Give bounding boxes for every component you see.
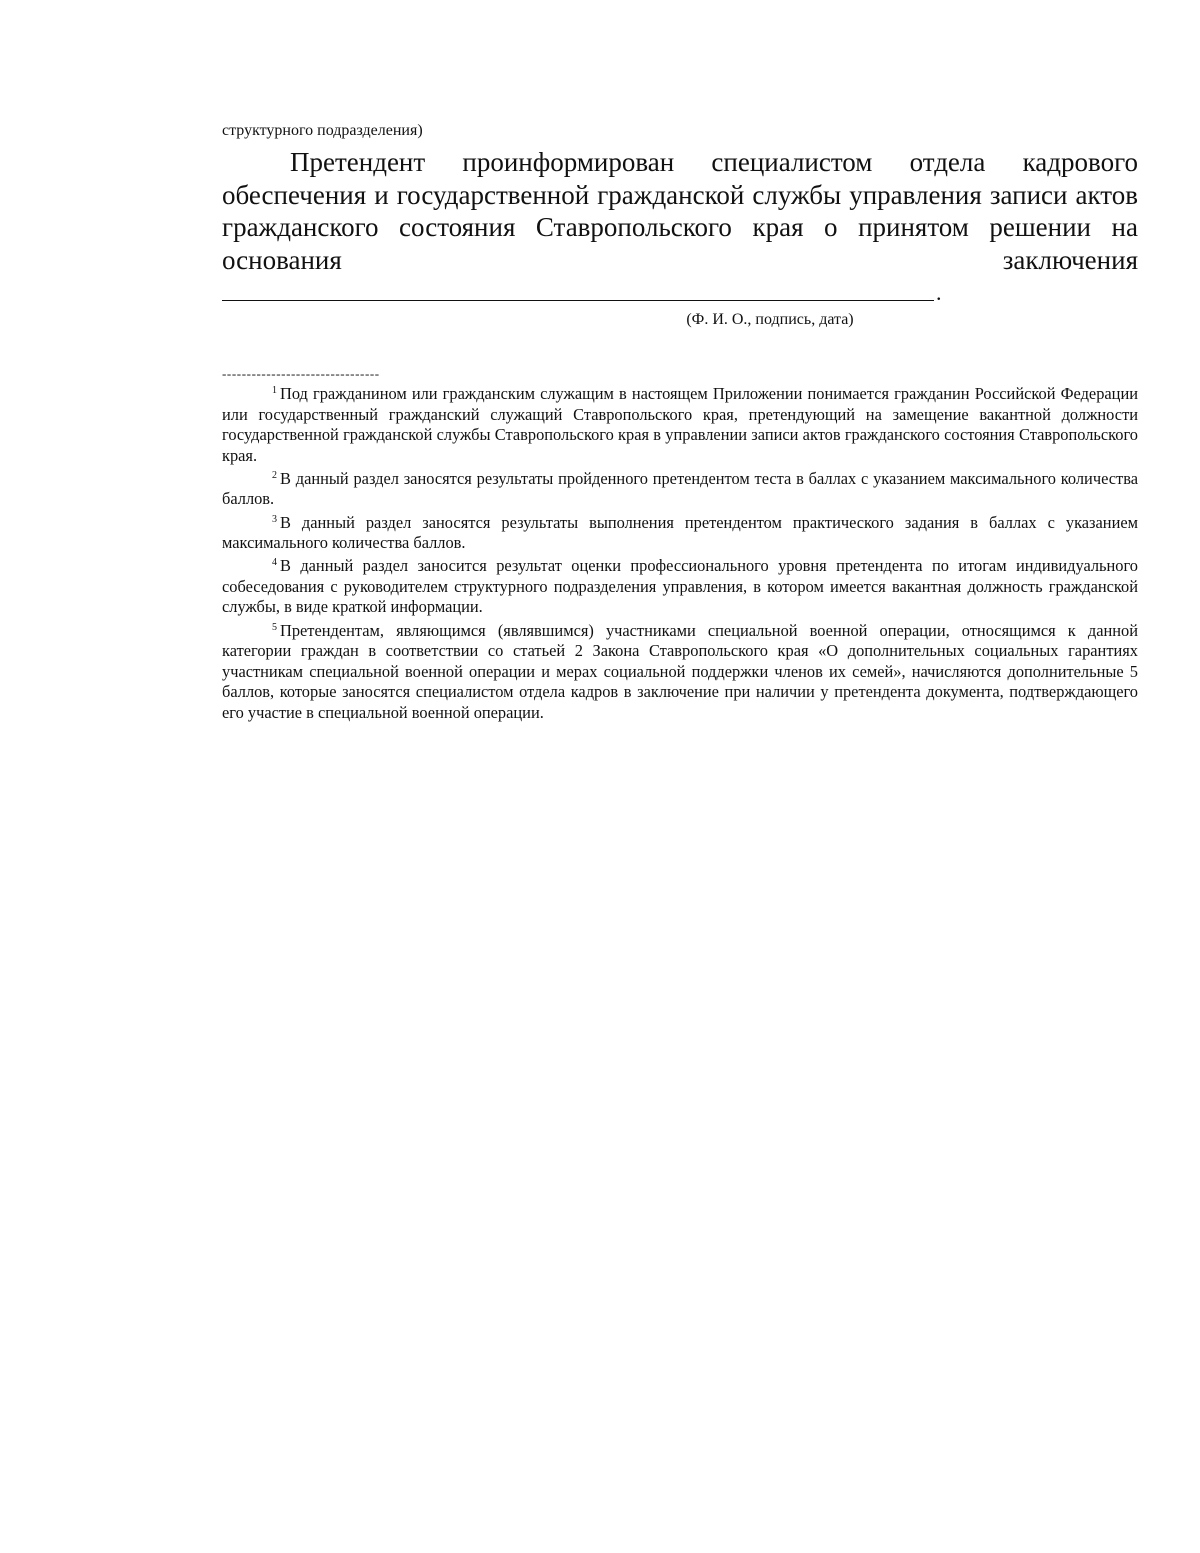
footnote-text: Под гражданином или гражданским служащим в настоящем Приложении понимается гражданин Российской Федерации или государственный гражданский служащий Ставропольского края, претендующий на замещение вакантной должности государственной гражданской службы Ставропольского края в управлении записи актов гражданского состояния Ставропольского края. [222, 384, 1138, 465]
footnote-3 [222, 513, 1138, 554]
footnote-2 [222, 469, 1138, 510]
footnote-text: В данный раздел заносится результат оценки профессионального уровня претендента по итогам индивидуального собеседования с руководителем структурного подразделения управления, в котором имеется вакантная должность гражданской службы, в виде краткой информации. [222, 556, 1138, 617]
footnote-marker: 2 [272, 469, 277, 481]
footnote-text: Претендентам, являющимся (являвшимся) участниками специальной военной операции, относящимся к данной категории граждан в соответствии со статьей 2 Закона Ставропольского края «О дополнительных социальных гарантиях участникам специальной военной операции и мерах социальной поддержки членов их семей», начисляются дополнительные 5 баллов, которые заносятся специалистом отдела кадров в заключение при наличии у претендента документа, подтверждающего его участие в специальной военной операции. [222, 620, 1138, 722]
footnote-marker: 4 [272, 557, 277, 569]
footnotes [222, 384, 1138, 726]
footnote-text: В данный раздел заносятся результаты пройденного претендентом теста в баллах с указанием максимального количества баллов. [222, 468, 1138, 509]
footnote-marker: 5 [272, 621, 277, 633]
signature-caption: (Ф. И. О., подпись, дата) [686, 311, 854, 328]
footnote-text: В данный раздел заносятся результаты выполнения претендентом практического задания в баллах с указанием максимального количества баллов. [222, 512, 1138, 553]
footnote-5 [222, 621, 1138, 724]
footnote-4 [222, 556, 1138, 618]
footnote-marker: 3 [272, 513, 277, 525]
signature-line-period: . [936, 280, 942, 305]
continued-fragment-line: структурного подразделения) [222, 122, 423, 139]
footnote-marker: 1 [272, 385, 277, 396]
footnote-separator: -------------------------------- [222, 366, 380, 381]
main-paragraph: Претендент проинформирован специалистом отдела кадрового обеспечения и государственной гражданской службы управления записи актов гражданского состояния Ставропольского края о принятом решении на основания заключения [222, 147, 1138, 275]
footnote-1 [222, 384, 1138, 466]
signature-line [222, 300, 934, 301]
